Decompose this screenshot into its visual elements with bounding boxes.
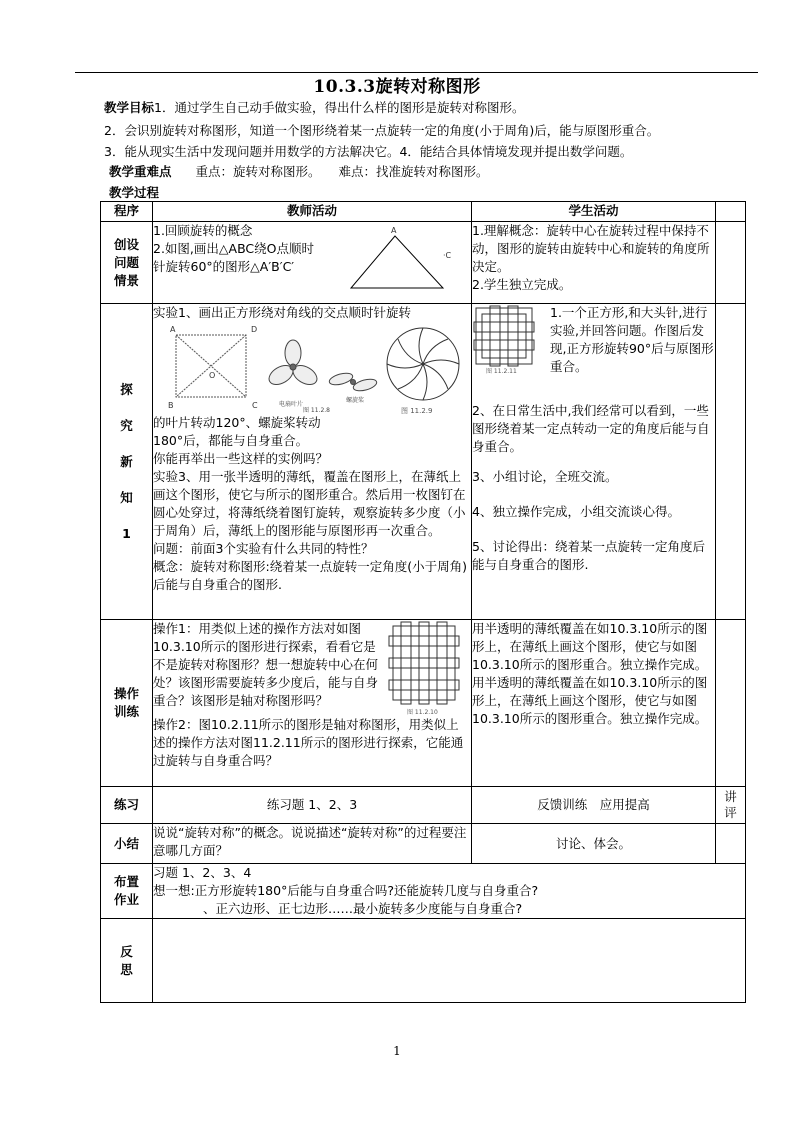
reflection-content xyxy=(153,919,746,1003)
row-explore xyxy=(101,304,746,620)
sq-label-o: O xyxy=(209,371,216,380)
triangle-abc xyxy=(351,236,443,288)
page-number: 1 xyxy=(393,1044,401,1058)
student-explore-2: 2、在日常生活中,我们经常可以看到，一些图形绕着某一定点转动一定的角度后能与自身重合。 xyxy=(472,403,710,454)
label-operation-text: 操作 训练 xyxy=(113,686,139,719)
woven-square-figure xyxy=(472,304,544,374)
sq-label-d: D xyxy=(251,325,258,334)
row-practice-operation xyxy=(101,620,746,787)
keypoints-label: 教学重难点 xyxy=(109,164,172,179)
header-procedure: 程序 xyxy=(101,202,153,222)
woven-figure-10 xyxy=(387,620,467,716)
label-explore-3: 新 xyxy=(120,453,133,469)
propeller-caption: 螺旋桨 xyxy=(346,397,365,404)
row-exercise xyxy=(101,787,746,824)
keypoints-line xyxy=(109,162,489,180)
explore-experiment-1: 实验1、画出正方形绕对角线的交点顺时针旋转 xyxy=(153,305,411,320)
goals-label: 教学目标 xyxy=(104,100,155,115)
header-teacher: 教师活动 xyxy=(153,202,472,222)
label-situation-text: 创设 问题 情景 xyxy=(113,236,139,288)
triangle-label-a: A xyxy=(391,226,397,235)
situation-line-1: 1.回顾旋转的概念 xyxy=(153,223,253,238)
explore-concept: 概念：旋转对称图形:绕着某一点旋转一定角度(小于周角)后能与自身重合的图形. xyxy=(153,559,467,592)
row-reflection xyxy=(101,919,746,1003)
experiment-figures xyxy=(153,322,461,414)
explore-question: 问题：前面3个实验有什么共同的特性？ xyxy=(153,541,374,556)
triangle-figure xyxy=(343,224,453,294)
homework-line-3: 、正六边形、正七边形……最小旋转多少度能与自身重合? xyxy=(203,901,523,916)
row-summary xyxy=(101,824,746,864)
label-exercise: 练习 xyxy=(101,787,153,824)
label-homework-text: 布置 作业 xyxy=(113,874,139,907)
student-situation-1: 1.理解概念：旋转中心在旋转过程中保持不动，图形的旋转由旋转中心和旋转的角度所决定。 xyxy=(472,223,710,274)
label-reflection xyxy=(101,919,153,1003)
label-explore xyxy=(101,304,153,620)
extra-explore xyxy=(716,304,746,620)
explore-line-1: 的叶片转动120°、螺旋桨转动 xyxy=(153,415,321,430)
operation-2: 操作2：图10.2.11所示的图形是轴对称图形，用类似上述的操作方法对图11.2.11所示的图形进行探索，它能通过旋转与自身重合吗？ xyxy=(153,717,464,768)
keypoints-focus: 重点：旋转对称图形。 xyxy=(195,164,321,179)
label-explore-1: 探 xyxy=(120,381,133,397)
student-operation: 用半透明的薄纸覆盖在如10.3.10所示的图形上，在薄纸上画这个图形，使它与如图10.3.10所示的图形重合。独立操作完成。用半透明的薄纸覆盖在如10.3.10所示的图形上，在薄纸上画这个图形，使它与如图10.3.10所示的图形重合。独立操作完成。 xyxy=(472,620,716,787)
extra-operation xyxy=(716,620,746,787)
label-explore-2: 究 xyxy=(120,417,133,433)
student-explore-4: 4、独立操作完成，小组交流谈心得。 xyxy=(472,504,680,519)
sq-label-b: B xyxy=(168,401,174,410)
sq-label-a: A xyxy=(170,325,176,334)
row-homework xyxy=(101,864,746,919)
label-summary: 小结 xyxy=(101,824,153,864)
explore-line-2: 180°后，都能与自身重合。 xyxy=(153,433,309,448)
goals-line-3: 3．能从现实生活中发现问题并用数学的方法解决它。4．能结合具体情境发现并提出数学问题。 xyxy=(104,144,633,159)
label-reflection-text: 反 思 xyxy=(120,943,133,977)
student-situation xyxy=(472,222,716,304)
extra-summary xyxy=(716,824,746,864)
student-explore-3: 3、小组讨论，全班交流。 xyxy=(472,469,618,484)
teacher-summary: 说说“旋转对称”的概念。说说描述“旋转对称”的过程要注意哪几方面？ xyxy=(153,824,472,864)
teacher-situation xyxy=(153,222,472,304)
header-row xyxy=(101,202,746,222)
row-situation xyxy=(101,222,746,304)
label-explore-5: 1 xyxy=(122,525,131,541)
label-homework xyxy=(101,864,153,919)
process-label: 教学过程 xyxy=(109,185,160,200)
explore-experiment-3: 实验3、用一张半透明的薄纸，覆盖在图形上，在薄纸上画这个图形，使它与所示的图形重合。然后用一枚图钉在圆心处穿过，将薄纸绕着图钉旋转，观察旋转多少度（小于周角）后，薄纸上的图形能与原图形再一次重合。 xyxy=(153,469,466,538)
fig-11-2-10: 图 11.2.10 xyxy=(407,709,438,716)
extra-situation xyxy=(716,222,746,304)
label-operation xyxy=(101,620,153,787)
triangle-label-c: ·C xyxy=(443,251,452,260)
propeller-figure xyxy=(328,371,378,393)
homework-line-2: 想一想:正方形旋转180°后能与自身重合吗?还能旋转几度与自身重合? xyxy=(153,883,539,898)
student-summary: 讨论、体会。 xyxy=(472,824,716,864)
student-exercise: 反馈训练 应用提高 xyxy=(472,787,716,824)
header-student: 学生活动 xyxy=(472,202,716,222)
keypoints-difficulty: 难点：找准旋转对称图形。 xyxy=(338,164,489,179)
fig-11-2-8: 图 11.2.8 xyxy=(303,407,330,414)
student-situation-2: 2.学生独立完成。 xyxy=(472,277,572,292)
explore-line-3: 你能再举出一些这样的实例吗？ xyxy=(153,451,329,466)
sq-label-c: C xyxy=(252,401,258,410)
operation-1: 操作1：用类似上述的操作方法对如图10.3.10所示的图形进行探索，看看它是不是旋转对称图形？想一想旋转中心在何处？该图形需要旋转多少度后，能与自身重合？该图形是轴对称图形吗？ xyxy=(153,621,379,708)
teacher-explore xyxy=(153,304,472,620)
teacher-exercise: 练习题 1、2、3 xyxy=(153,787,472,824)
situation-line-2: 2.如图,画出△ABC绕O点顺时 xyxy=(153,241,314,256)
page-title: 10.3.3旋转对称图形 xyxy=(313,77,481,97)
fan-figure xyxy=(266,340,321,388)
fan-caption: 电扇叶片 xyxy=(279,401,304,408)
lesson-table xyxy=(100,201,746,1003)
homework-content xyxy=(153,864,746,919)
student-explore-1: 1.一个正方形,和大头针,进行实验,并回答问题。作图后发现,正方形旋转90°后与原图形重合。 xyxy=(550,305,714,374)
extra-exercise xyxy=(716,787,746,824)
label-explore-4: 知 xyxy=(120,489,133,505)
homework-line-1: 习题 1、2、3、4 xyxy=(153,865,252,880)
goals-line-2: 2．会识别旋转对称图形，知道一个图形绕着某一点旋转一定的角度(小于周角)后，能与原图形重合。 xyxy=(104,123,660,138)
teacher-operation xyxy=(153,620,472,787)
header-extra xyxy=(716,202,746,222)
student-explore xyxy=(472,304,716,620)
pinwheel-circle-figure xyxy=(387,328,459,400)
label-situation xyxy=(101,222,153,304)
student-explore-5: 5、讨论得出：绕着某一点旋转一定角度后能与自身重合的图形. xyxy=(472,539,705,572)
review-label: 讲评 xyxy=(724,789,737,820)
situation-line-3: 针旋转60°的图形△A′B′C′ xyxy=(153,259,295,274)
fig-11-2-11: 图 11.2.11 xyxy=(486,368,517,374)
fig-11-2-9: 图 11.2.9 xyxy=(401,407,433,414)
goals-line-1: 教学目标1．通过学生自己动手做实验，得出什么样的图形是旋转对称图形。 xyxy=(104,100,525,115)
